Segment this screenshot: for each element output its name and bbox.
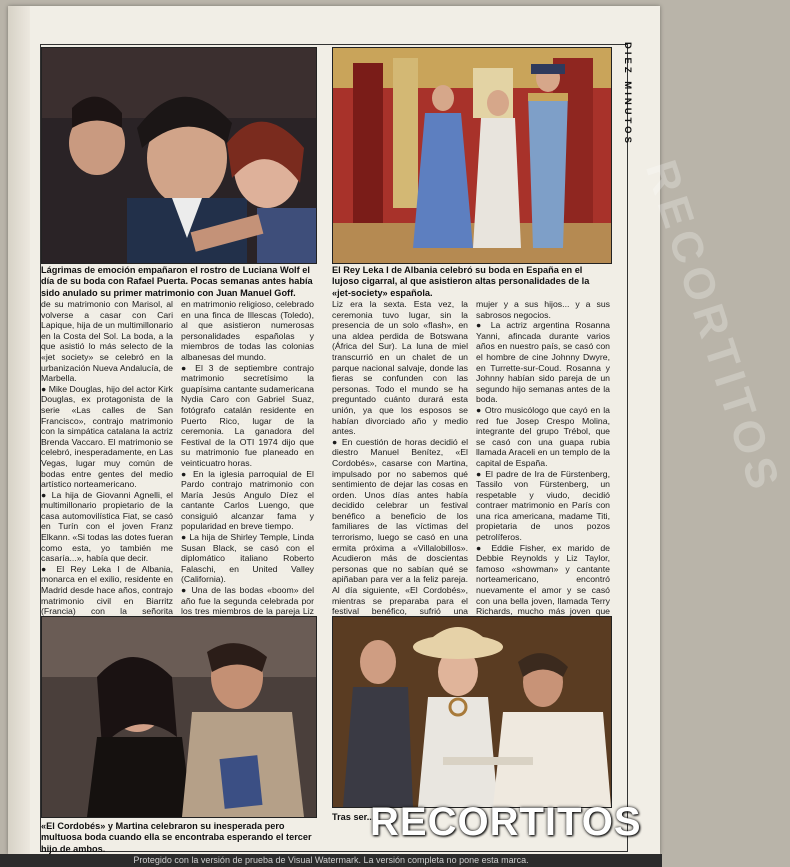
photo-bottom-left <box>41 616 317 818</box>
caption-bottom-right: Tras ser... <box>332 812 375 822</box>
recortitos-logo: RECORTITOS <box>370 800 642 844</box>
binding-edge <box>8 6 30 854</box>
photo-top-left <box>41 47 317 264</box>
text-column-3: Liz era la sexta. Esta vez, la ceremonia tuvo lugar, sin la presencia de un solo «flash», en una aldea perdida de Botswana (África del Sur). La luna de miel transcurrió en un chalet de un parque nacional salvaje, donde las fieras se confunden con las personas. Todo el mundo se ha preguntado cuánto durará esta unión, ya que los esposos se habían divorciado año y medio antes. ● En cuestión de horas decidió el diestro Manuel Benítez, «El Cordobés», casarse con Martina, impulsado por no sabemos qué sentimiento de dejar las cosas en orden. Unos días antes había decidido celebrar un festival benéfico a beneficio de los familiares de las víctimas del terrorismo, luego se casó en una ermita próxima a «Villalobillos». Acudieron más de doscientas personas que no sabían qué se apiñaban para ver a la feliz pareja. Al día siguiente, «El Cordobés», mientras se preparaba para el festival benéfico, sufrió una <box>332 299 468 617</box>
photo-bottom-right <box>332 616 612 808</box>
caption-top-left: Lágrimas de emoción empañaron el rostro de Luciana Wolf el día de su boda con Rafael Puerta. Pocas semanas antes había sido anulado su primer matrimonio con Juan Manuel Goff. <box>41 265 313 298</box>
watermark-footer-notice: Protegido con la versión de prueba de Visual Watermark. La versión completa no pone esta marca. <box>0 854 662 867</box>
running-head: DIEZ MINUTOS <box>622 42 633 146</box>
caption-bottom-left: «El Cordobés» y Martina celebraron su inesperada pero multuosa boda cuando ella se encontraba esperando el tercer hijo de ambos. <box>41 821 312 854</box>
caption-top-right: El Rey Leka I de Albania celebró su boda en España en el lujoso cigarral, al que asistieron altas personalidades de la «jet-society» española. <box>332 265 590 298</box>
text-column-1: de su matrimonio con Marisol, al volverse a casar con Cari Lapique, hija de un multimillonario en la Costa del Sol. La boda, a la que asistió lo más selecto de la «jet society» se celebró en la urbanización Nueva Andalucía, de Marbella. ● Mike Douglas, hijo del actor Kirk Douglas, ex protagonista de la serie «Las calles de San Francisco», contrajo matrimonio con la simpática catalana la actriz Brenda Vaccaro. El matrimonio se celebró, inesperadamente, en Las Vegas, lugar muy común de bodas entre gentes del medio artístico norteamericano. ● La hija de Giovanni Agnelli, el multimillonario propietario de la casa automovilística Fiat, se casó en Turín con el joven Franz Elkann. «Si todas las dotes fueran como esta, yo también me casaría...», había que decir. ● El Rey Leka I de Albania, monarca en el exilio, residente en Madrid desde hace años, contrajo matrimonio civil en Biarritz (Francia) con la señorita <box>41 299 173 617</box>
ghost-watermark: RECORTITOS <box>636 154 790 501</box>
photo-top-right <box>332 47 612 264</box>
text-column-4: mujer y a sus hijos... y a sus sabrosos negocios. ● La actriz argentina Rosanna Yanni, afincada durante varios años en nuestro país, se casó con el hombre de cine Johnny Dwyre, en Turrette-sur-Coud. Rosanna y Johnny habían sido pareja de un segundo hijo semanas antes de la boda. ● Otro musicólogo que cayó en la red fue Josep Crespo Molina, integrante del grupo Trébol, que se casó con una guapa rubia llamada Araceli en un templo de la capital de España. ● El padre de Ira de Fürstenberg, Tassilo von Fürstenberg, un respetable y viudo, decidió contraer matrimonio en París con una rica americana, madame Titi, propietaria de unos pozos petrolíferos. ● Eddie Fisher, ex marido de Debbie Reynolds y Liz Taylor, famoso «showman» y cantante norteamericano, encontró nuevamente el amor y se casó con una bella joven, llamada Terry Richards, mucho más joven que <box>476 299 610 617</box>
text-column-2: en matrimonio religioso, celebrado en una finca de Illescas (Toledo), al que asistieron numerosas personalidades españolas y miembros de todas las colonias albanesas del mundo. ● El 3 de septiembre contrajo matrimonio secretísimo la guapísima cantante sudamericana Nydia Caro con Gabriel Suaz, fotógrafo catalán residente en Puerto Rico, lugar de la ceremonia. La ganadora del Festival de la OTI 1974 dijo que su matrimonio fue planeado en veinticuatro horas. ● En la iglesia parroquial de El Pardo contrajo matrimonio con María Jesús Angulo Díez el cantante Carlos Luengo, que consiguió alcanzar fama y popularidad en breve tiempo. ● La hija de Shirley Temple, Linda Susan Black, se casó con el diplomático italiano Roberto Falaschi, en United Valley (California). ● Una de las bodas «boom» del año fue la segunda celebrada por los tres miembros de la pareja Liz <box>181 299 314 617</box>
